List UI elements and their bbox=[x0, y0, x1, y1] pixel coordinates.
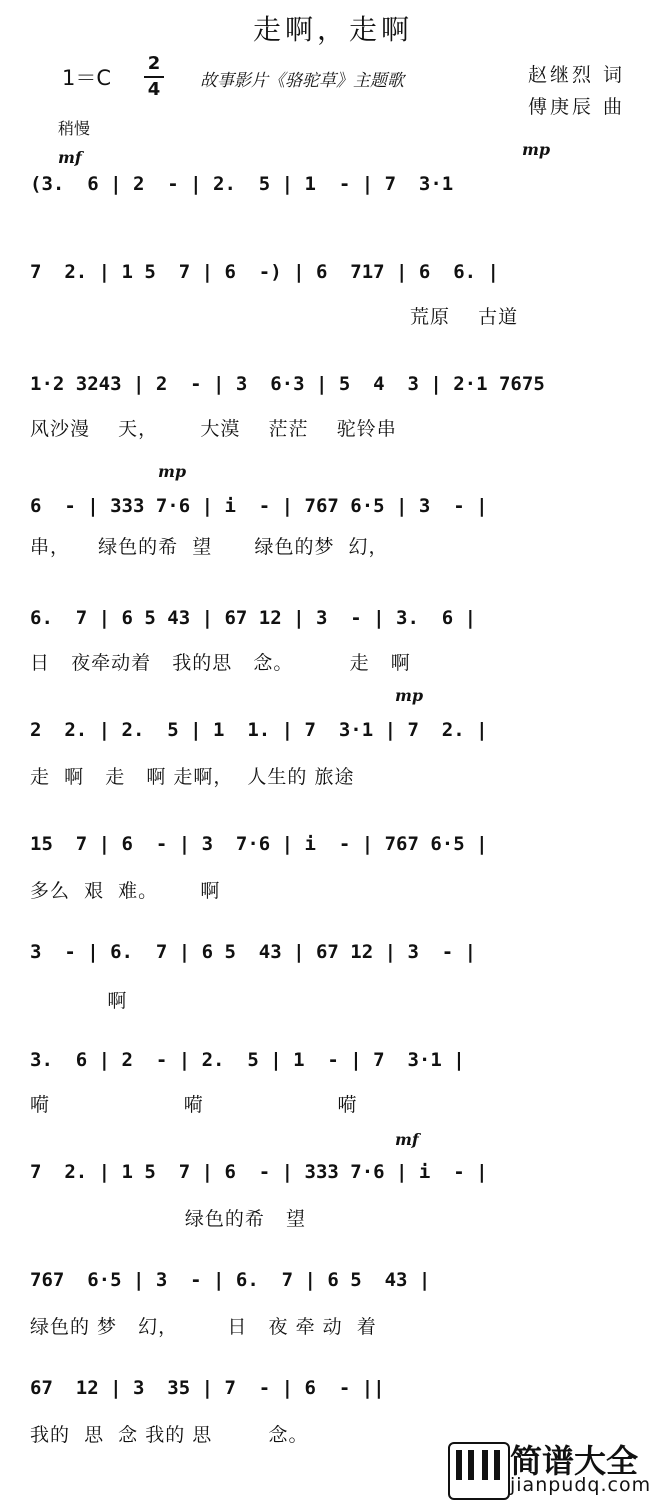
composer-credit: 傅庚辰 曲 bbox=[528, 96, 626, 118]
subtitle: 故事影片《骆驼草》主题歌 bbox=[200, 71, 404, 91]
lyric-line: 啊 bbox=[30, 990, 128, 1012]
lyric-line: 绿色的 梦 幻， 日 夜 牵 动 着 bbox=[30, 1316, 377, 1338]
time-signature bbox=[144, 52, 164, 102]
lyric-line: 嗬 嗬 嗬 bbox=[30, 1094, 358, 1116]
notation-line: 7 2. | 1 5 7 | 6 - | 333 7·6 | i - | bbox=[30, 1161, 488, 1183]
notation-line: 1·2 3243 | 2 - | 3 6·3 | 5 4 3 | 2·1 7675 bbox=[30, 373, 545, 395]
key-signature: 1＝C bbox=[62, 66, 112, 90]
notation-line: (3. 6 | 2 - | 2. 5 | 1 - | 7 3·1 bbox=[30, 173, 454, 195]
notation-line: 767 6·5 | 3 - | 6. 7 | 6 5 43 | bbox=[30, 1269, 431, 1291]
song-title: 走啊，走啊 bbox=[252, 13, 413, 46]
time-signature-top: 2 bbox=[147, 53, 161, 74]
notation-line: 7 2. | 1 5 7 | 6 -) | 6 717 | 6 6. | bbox=[30, 261, 499, 283]
notation-line: 67 12 | 3 35 | 7 - | 6 - || bbox=[30, 1377, 385, 1399]
tempo-marking: 稍慢 bbox=[58, 119, 91, 138]
notation-line: 3. 6 | 2 - | 2. 5 | 1 - | 7 3·1 | bbox=[30, 1049, 465, 1071]
dynamic-marking: mf bbox=[395, 1130, 419, 1149]
dynamic-marking: mp bbox=[395, 686, 424, 705]
lyric-line: 串， 绿色的希 望 绿色的梦 幻， bbox=[30, 536, 389, 558]
piano-logo-icon bbox=[448, 1442, 510, 1500]
lyric-line: 日 夜牵动着 我的思 念。 走 啊 bbox=[30, 652, 411, 674]
notation-line: 6. 7 | 6 5 43 | 67 12 | 3 - | 3. 6 | bbox=[30, 607, 477, 629]
dynamic-marking: mp bbox=[158, 462, 187, 481]
lyric-line: 走 啊 走 啊 走啊， 人生的 旅途 bbox=[30, 766, 355, 788]
lyricist-credit: 赵继烈 词 bbox=[528, 64, 626, 86]
notation-line: 3 - | 6. 7 | 6 5 43 | 67 12 | 3 - | bbox=[30, 941, 477, 963]
notation-line: 6 - | 333 7·6 | i - | 767 6·5 | 3 - | bbox=[30, 495, 488, 517]
site-logo-text: 简谱大全 bbox=[510, 1442, 639, 1480]
lyric-line: 我的 思 念 我的 思 念。 bbox=[30, 1424, 309, 1446]
notation-line: 2 2. | 2. 5 | 1 1. | 7 3·1 | 7 2. | bbox=[30, 719, 488, 741]
lyric-line: 荒原 古道 bbox=[410, 306, 519, 328]
lyric-line: 风沙漫 天， 大漠 茫茫 驼铃串 bbox=[30, 418, 397, 440]
site-url: jianpudq.com bbox=[510, 1474, 652, 1496]
dynamic-marking: mp bbox=[522, 140, 551, 159]
time-signature-bottom: 4 bbox=[144, 76, 164, 102]
dynamic-marking: mf bbox=[58, 148, 82, 167]
lyric-line: 多么 艰 难。 啊 bbox=[30, 880, 221, 902]
lyric-line: 绿色的希 望 bbox=[30, 1208, 306, 1230]
notation-line: 15 7 | 6 - | 3 7·6 | i - | 767 6·5 | bbox=[30, 833, 488, 855]
